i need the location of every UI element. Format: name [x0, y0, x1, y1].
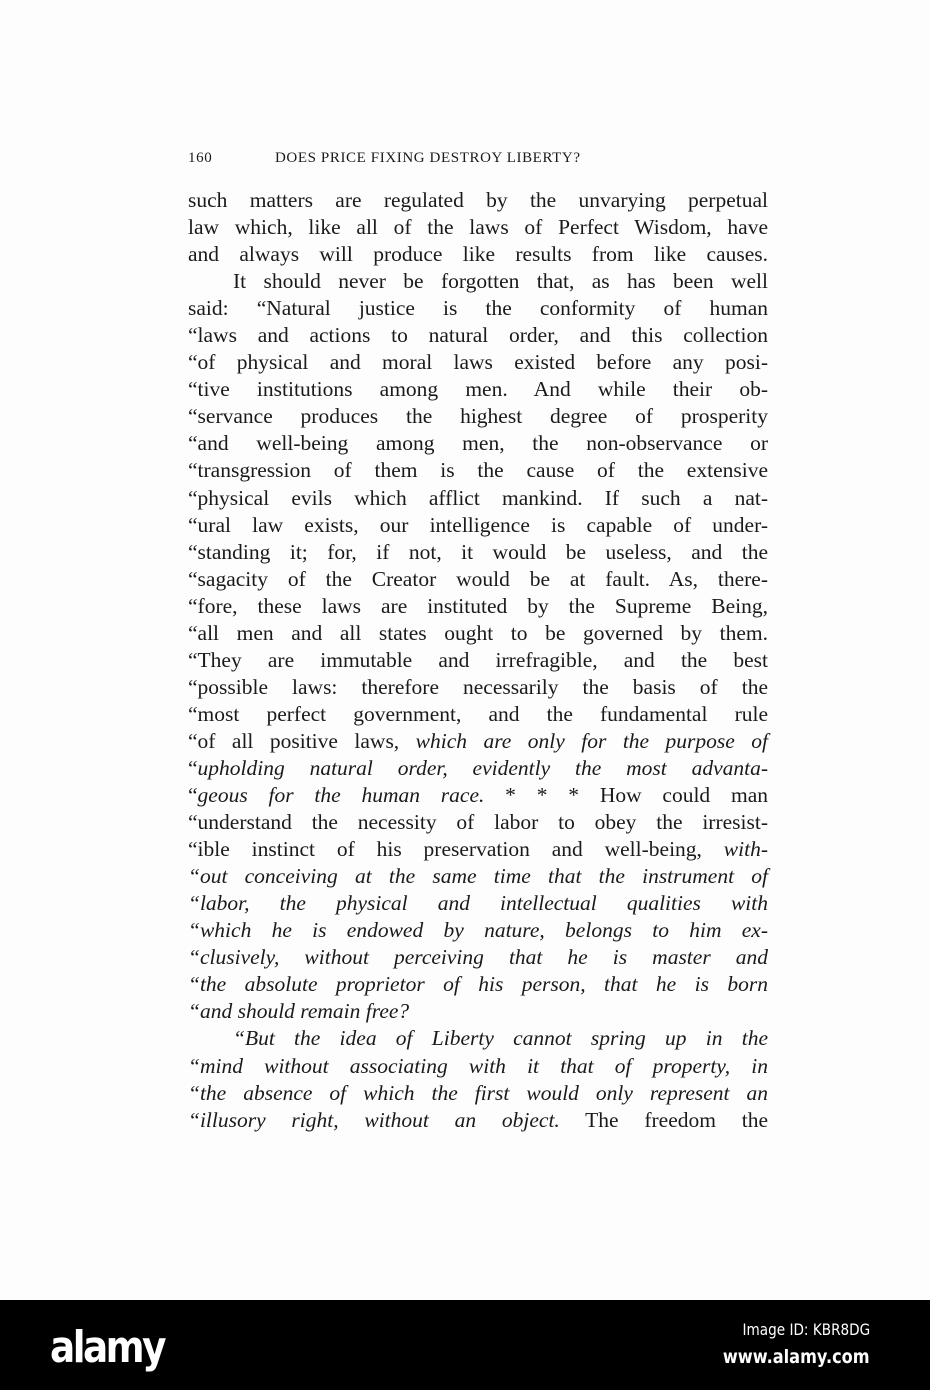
- italic-text: “But the idea of Liberty cannot spring up in the: [233, 1026, 768, 1051]
- text-line: [188, 187, 768, 214]
- text-line: [188, 971, 768, 998]
- italic-text: “which he is endowed by nature, belongs to him ex-: [188, 918, 768, 943]
- text-line: [188, 403, 768, 430]
- text-line: [188, 430, 768, 457]
- watermark-bar: [0, 1300, 930, 1390]
- text-line: [188, 1107, 768, 1134]
- italic-text: which are only for the purpose of: [415, 728, 769, 753]
- text-line: [188, 268, 768, 295]
- text-line: [188, 836, 768, 863]
- text-line: [188, 674, 768, 701]
- italic-text: with-: [723, 837, 768, 862]
- italic-text: “the absence of which the first would only represent an: [188, 1080, 768, 1105]
- roman-text: “all men and all states ought to be governed by them.: [188, 620, 768, 645]
- italic-text: “mind without associating with it that of property, in: [188, 1053, 768, 1078]
- text-line: [188, 647, 768, 674]
- italic-text: “labor, the physical and intellectual qualities with: [188, 891, 768, 916]
- text-line: [188, 998, 768, 1025]
- text-line: [188, 1080, 768, 1107]
- page-number: 160: [188, 150, 213, 166]
- roman-text: “: [188, 783, 198, 808]
- text-line: [188, 701, 768, 728]
- text-line: [188, 863, 768, 890]
- text-line: [188, 782, 768, 809]
- roman-text: “laws and actions to natural order, and this collection: [188, 323, 768, 348]
- italic-text: geous for the human race.: [197, 783, 485, 808]
- text-line: [188, 485, 768, 512]
- text-line: [188, 728, 768, 755]
- italic-text: “out conceiving at the same time that the instrument of: [188, 864, 768, 889]
- text-line: [188, 295, 768, 322]
- alamy-logo: alamy: [50, 1322, 164, 1373]
- text-line: [188, 457, 768, 484]
- roman-text: “of all positive laws,: [188, 728, 416, 753]
- roman-text: “: [188, 755, 198, 780]
- italic-text: “illusory right, without an object.: [188, 1107, 560, 1132]
- roman-text: “ible instinct of his preservation and well-being,: [188, 837, 724, 862]
- body-text: [188, 187, 768, 1134]
- italic-text: upholding natural order, evidently the most advanta-: [197, 755, 768, 780]
- text-line: [188, 917, 768, 944]
- roman-text: It should never be forgotten that, as has been well: [233, 269, 768, 294]
- italic-text: “clusively, without perceiving that he is master and: [188, 945, 768, 970]
- roman-text: “standing it; for, if not, it would be useless, and the: [188, 539, 768, 564]
- text-line: [188, 890, 768, 917]
- text-line: [188, 214, 768, 241]
- text-line: [188, 809, 768, 836]
- roman-text: “tive institutions among men. And while their ob-: [188, 377, 768, 402]
- roman-text: “possible laws: therefore necessarily the basis of the: [188, 674, 768, 699]
- site-url: www.alamy.com: [723, 1346, 870, 1368]
- roman-text: “ural law exists, our intelligence is capable of under-: [188, 512, 768, 537]
- text-line: [188, 620, 768, 647]
- roman-text: “and well-being among men, the non-observance or: [188, 431, 768, 456]
- roman-text: “servance produces the highest degree of prosperity: [188, 404, 768, 429]
- italic-text: “the absolute proprietor of his person, that he is born: [188, 972, 768, 997]
- text-line: [188, 1053, 768, 1080]
- roman-text: “physical evils which afflict mankind. If such a nat-: [188, 485, 768, 510]
- text-line: [188, 1025, 768, 1052]
- running-title: DOES PRICE FIXING DESTROY LIBERTY?: [275, 150, 581, 166]
- roman-text: “transgression of them is the cause of the extensive: [188, 458, 768, 483]
- roman-text: and always will produce like results from like causes.: [188, 242, 768, 267]
- italic-text: “and should remain free?: [188, 999, 410, 1024]
- roman-text: said: “Natural justice is the conformity of human: [188, 296, 768, 321]
- text-line: [188, 944, 768, 971]
- text-line: [188, 593, 768, 620]
- roman-text: The freedom the: [559, 1107, 768, 1132]
- roman-text: “understand the necessity of labor to obey the irresist-: [188, 810, 768, 835]
- roman-text: “of physical and moral laws existed before any posi-: [188, 350, 768, 375]
- roman-text: “They are immutable and irrefragible, and the best: [188, 647, 768, 672]
- roman-text: “fore, these laws are instituted by the Supreme Being,: [188, 593, 768, 618]
- roman-text: law which, like all of the laws of Perfect Wisdom, have: [188, 215, 768, 240]
- text-line: [188, 539, 768, 566]
- running-header: [188, 150, 768, 172]
- text-line: [188, 755, 768, 782]
- roman-text: such matters are regulated by the unvarying perpetual: [188, 188, 768, 212]
- text-line: [188, 349, 768, 376]
- image-id: Image ID: KBR8DG: [742, 1320, 870, 1339]
- text-line: [188, 512, 768, 539]
- roman-text: * * * How could man: [484, 783, 769, 808]
- text-line: [188, 322, 768, 349]
- text-line: [188, 566, 768, 593]
- text-line: [188, 241, 768, 268]
- roman-text: “sagacity of the Creator would be at fault. As, there-: [188, 566, 768, 591]
- text-line: [188, 376, 768, 403]
- roman-text: “most perfect government, and the fundamental rule: [188, 701, 768, 726]
